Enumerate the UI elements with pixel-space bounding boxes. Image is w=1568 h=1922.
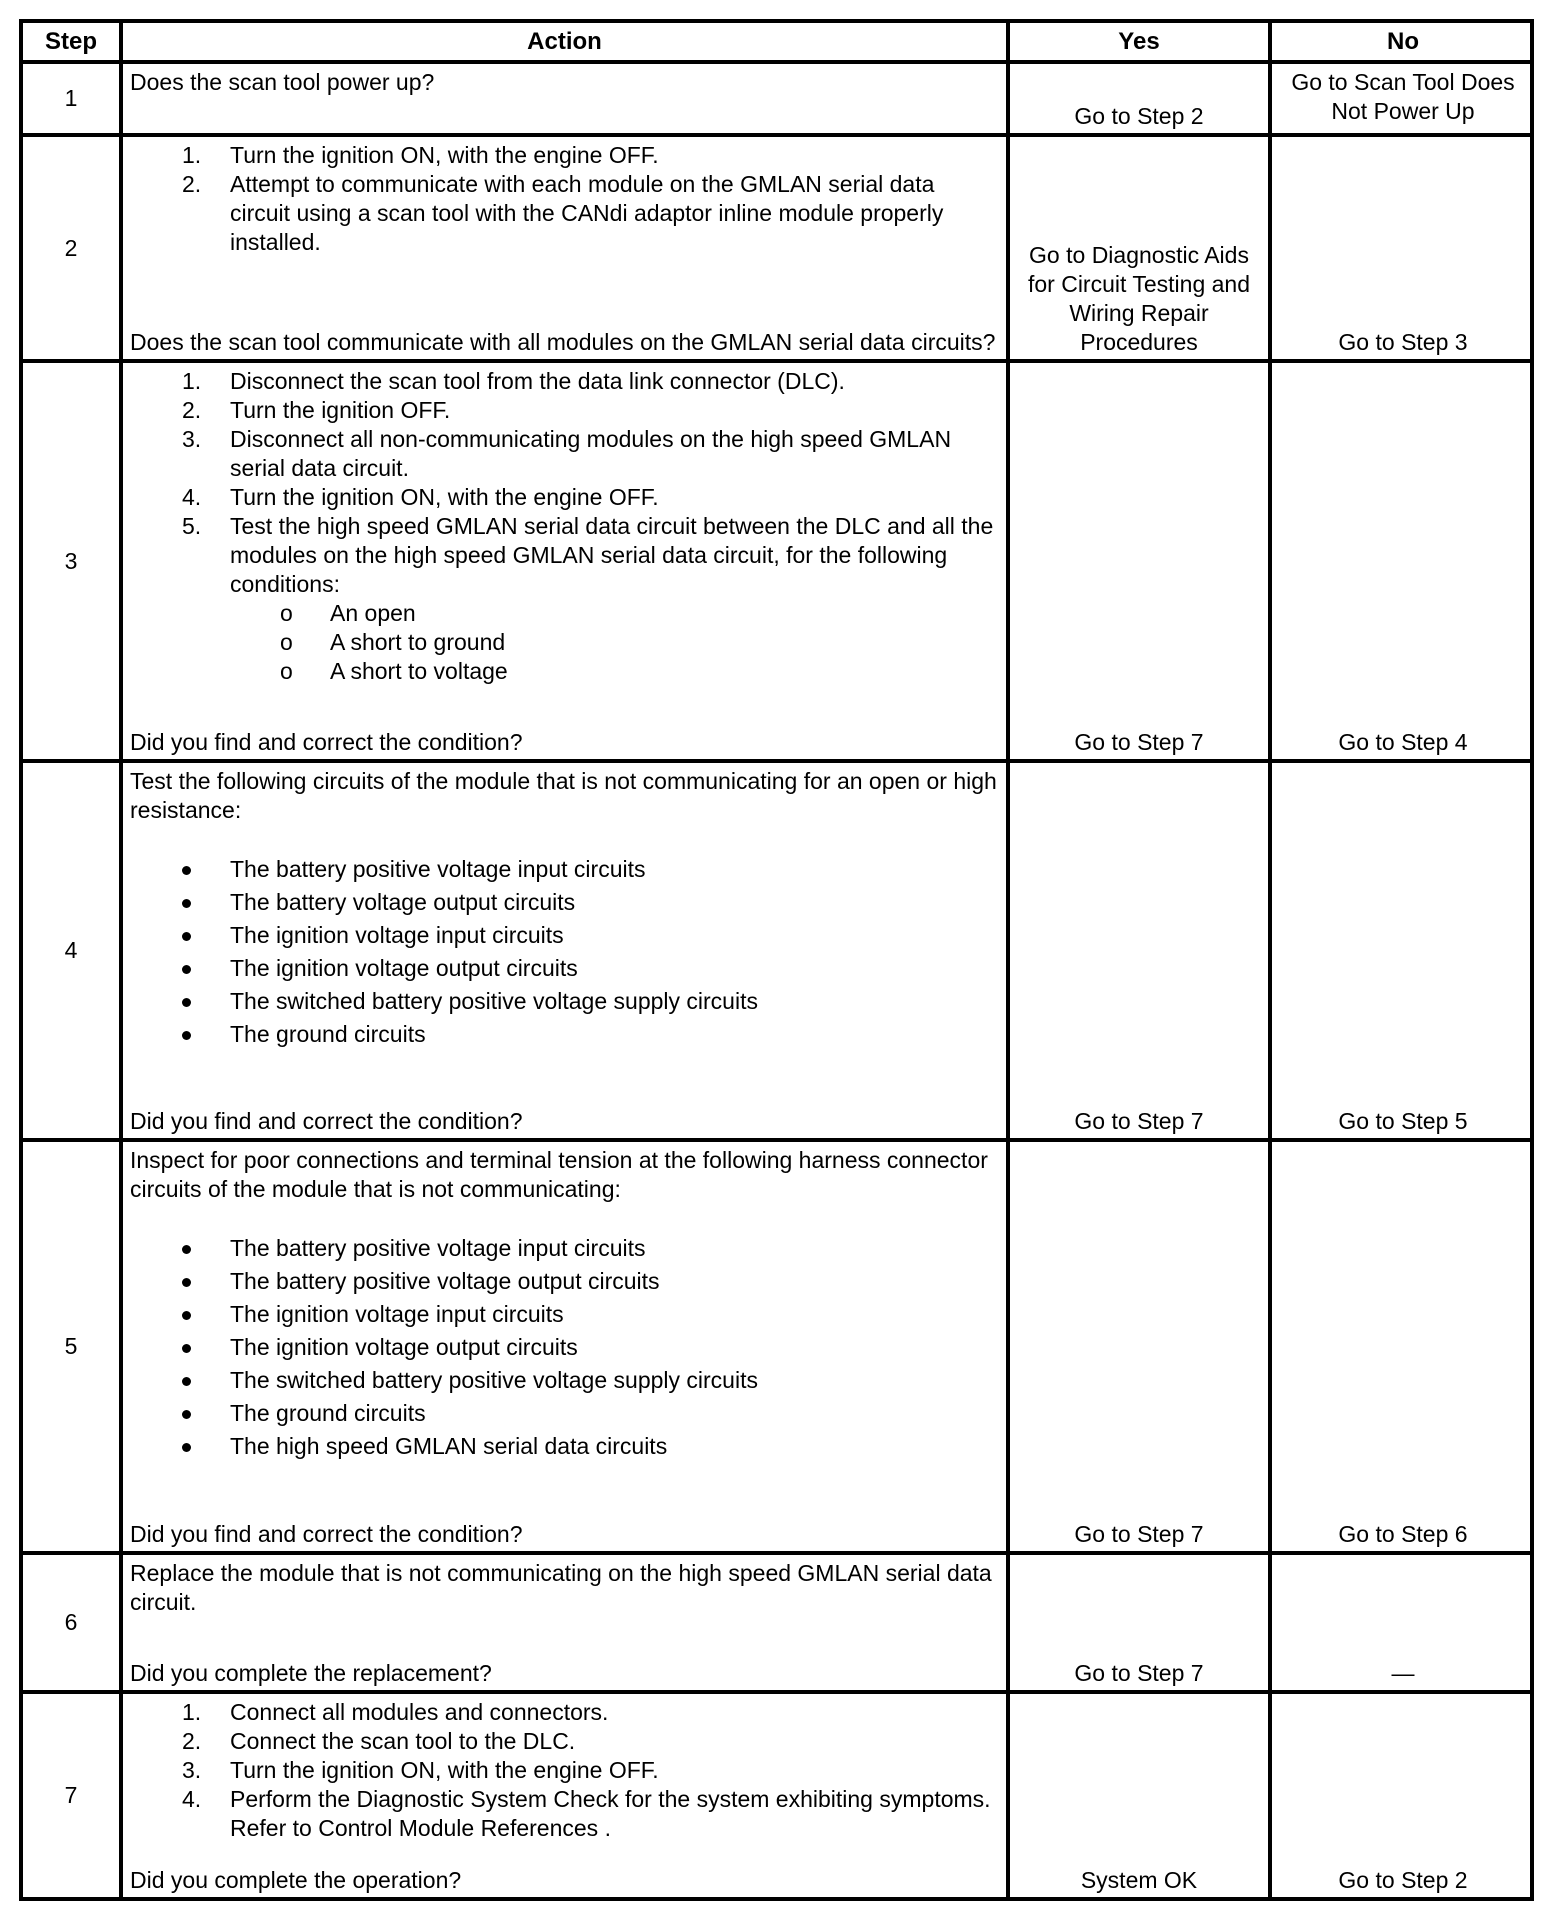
sub-list: [130, 599, 1000, 686]
bullet-icon: [182, 965, 191, 974]
bullet-icon: [182, 1031, 191, 1040]
step-number: 7: [64, 1782, 78, 1808]
bullet-item: The ignition voltage output circuits: [130, 1331, 1000, 1364]
bullet-item: The battery voltage output circuits: [130, 886, 1000, 919]
step-number: 6: [64, 1609, 78, 1635]
list-item: 1. Turn the ignition ON, with the engine OFF.: [182, 142, 659, 168]
action-question: Did you complete the operation?: [130, 1867, 462, 1893]
action-intro: Replace the module that is not communicating on the high speed GMLAN serial data circuit.: [130, 1560, 992, 1615]
sub-list-item: o A short to ground: [280, 629, 506, 655]
list-item: 3. Disconnect all non-communicating modules on the high speed GMLAN serial data circuit.: [182, 426, 952, 481]
list-item: 2. Turn the ignition OFF.: [182, 397, 451, 423]
bullet-item: The ground circuits: [130, 1018, 1000, 1051]
action-intro: Test the following circuits of the module that is not communicating for an open or high resistance:: [130, 768, 997, 823]
bullet-item: The battery positive voltage input circuits: [130, 853, 1000, 886]
list-item: 4. Perform the Diagnostic System Check for the system exhibiting symptoms. Refer to Control Module References .: [182, 1786, 991, 1841]
action-question: Did you find and correct the condition?: [130, 729, 523, 755]
action-question: Did you find and correct the condition?: [130, 1108, 523, 1134]
header-step: Step: [44, 27, 97, 55]
numbered-list: [130, 1698, 1000, 1843]
diagnostic-table: [19, 19, 1534, 1901]
bullet-icon: [182, 899, 191, 908]
action-cell: [123, 763, 1006, 1138]
action-cell: [123, 137, 1006, 359]
no-cell: Go to Scan Tool Does Not Power Up: [1291, 69, 1515, 124]
header-yes: Yes: [1118, 27, 1160, 55]
yes-cell: Go to Diagnostic Aids for Circuit Testing and Wiring Repair Procedures: [1027, 242, 1250, 355]
no-cell: —: [1391, 1660, 1415, 1686]
bullet-list: [130, 853, 1000, 1051]
action-question: Does the scan tool communicate with all modules on the GMLAN serial data circuits?: [130, 329, 996, 355]
bullet-item: The ignition voltage output circuits: [130, 952, 1000, 985]
yes-cell: Go to Step 7: [1074, 729, 1204, 755]
step-number: 3: [64, 547, 78, 574]
list-item: 2. Attempt to communicate with each module on the GMLAN serial data circuit using a scan tool with the CANdi adaptor inline module properly installed.: [182, 171, 944, 255]
list-item: 3. Turn the ignition ON, with the engine OFF.: [182, 1757, 659, 1783]
bullet-item: The battery positive voltage output circuits: [130, 1265, 1000, 1298]
bullet-icon: [182, 998, 191, 1007]
yes-cell: Go to Step 2: [1074, 103, 1204, 129]
action-cell: [123, 1555, 1006, 1690]
step-number: 1: [64, 85, 78, 111]
action-cell: [123, 64, 1006, 133]
yes-cell: Go to Step 7: [1074, 1660, 1204, 1686]
list-item: 1. Disconnect the scan tool from the data link connector (DLC).: [182, 368, 845, 394]
bullet-icon: [182, 1278, 191, 1287]
numbered-list: [130, 367, 1000, 599]
bullet-icon: [182, 1443, 191, 1452]
bullet-icon: [182, 1311, 191, 1320]
bullet-icon: [182, 1344, 191, 1353]
header-action: Action: [527, 27, 602, 55]
action-question: Did you find and correct the condition?: [130, 1521, 523, 1547]
no-cell: Go to Step 3: [1338, 329, 1468, 355]
action-question: Does the scan tool power up?: [130, 69, 435, 95]
list-item: 2. Connect the scan tool to the DLC.: [182, 1728, 576, 1754]
sub-list-item: o A short to voltage: [280, 658, 508, 684]
no-cell: Go to Step 5: [1338, 1108, 1468, 1134]
yes-cell: System OK: [1080, 1867, 1198, 1893]
bullet-item: The battery positive voltage input circuits: [130, 1232, 1000, 1265]
bullet-list: [130, 1232, 1000, 1463]
list-item: 4. Turn the ignition ON, with the engine OFF.: [182, 484, 659, 510]
list-item: 5. Test the high speed GMLAN serial data circuit between the DLC and all the modules on the high speed GMLAN serial data circuit, for the following conditions:: [182, 513, 994, 597]
bullet-icon: [182, 866, 191, 875]
bullet-item: The ground circuits: [130, 1397, 1000, 1430]
header-no: No: [1387, 27, 1419, 55]
action-cell: [123, 1694, 1006, 1897]
no-cell: Go to Step 4: [1338, 729, 1468, 755]
action-cell: [123, 363, 1006, 759]
bullet-item: The high speed GMLAN serial data circuits: [130, 1430, 1000, 1463]
bullet-item: The ignition voltage input circuits: [130, 1298, 1000, 1331]
yes-cell: Go to Step 7: [1074, 1108, 1204, 1134]
bullet-item: The ignition voltage input circuits: [130, 919, 1000, 952]
bullet-icon: [182, 932, 191, 941]
yes-cell: Go to Step 7: [1074, 1521, 1204, 1547]
step-number: 2: [64, 234, 78, 261]
bullet-item: The switched battery positive voltage supply circuits: [130, 1364, 1000, 1397]
step-number: 5: [64, 1333, 78, 1359]
bullet-icon: [182, 1245, 191, 1254]
sub-list-item: o An open: [280, 600, 416, 626]
list-item: 1. Connect all modules and connectors.: [182, 1699, 609, 1725]
no-cell: Go to Step 6: [1338, 1521, 1468, 1547]
action-question: Did you complete the replacement?: [130, 1660, 492, 1686]
action-cell: [123, 1142, 1006, 1551]
numbered-list: [130, 141, 1000, 257]
bullet-item: The switched battery positive voltage supply circuits: [130, 985, 1000, 1018]
no-cell: Go to Step 2: [1338, 1867, 1468, 1893]
step-number: 4: [64, 937, 78, 963]
bullet-icon: [182, 1377, 191, 1386]
bullet-icon: [182, 1410, 191, 1419]
action-intro: Inspect for poor connections and terminal tension at the following harness connector circuits of the module that is not communicating:: [130, 1147, 988, 1202]
